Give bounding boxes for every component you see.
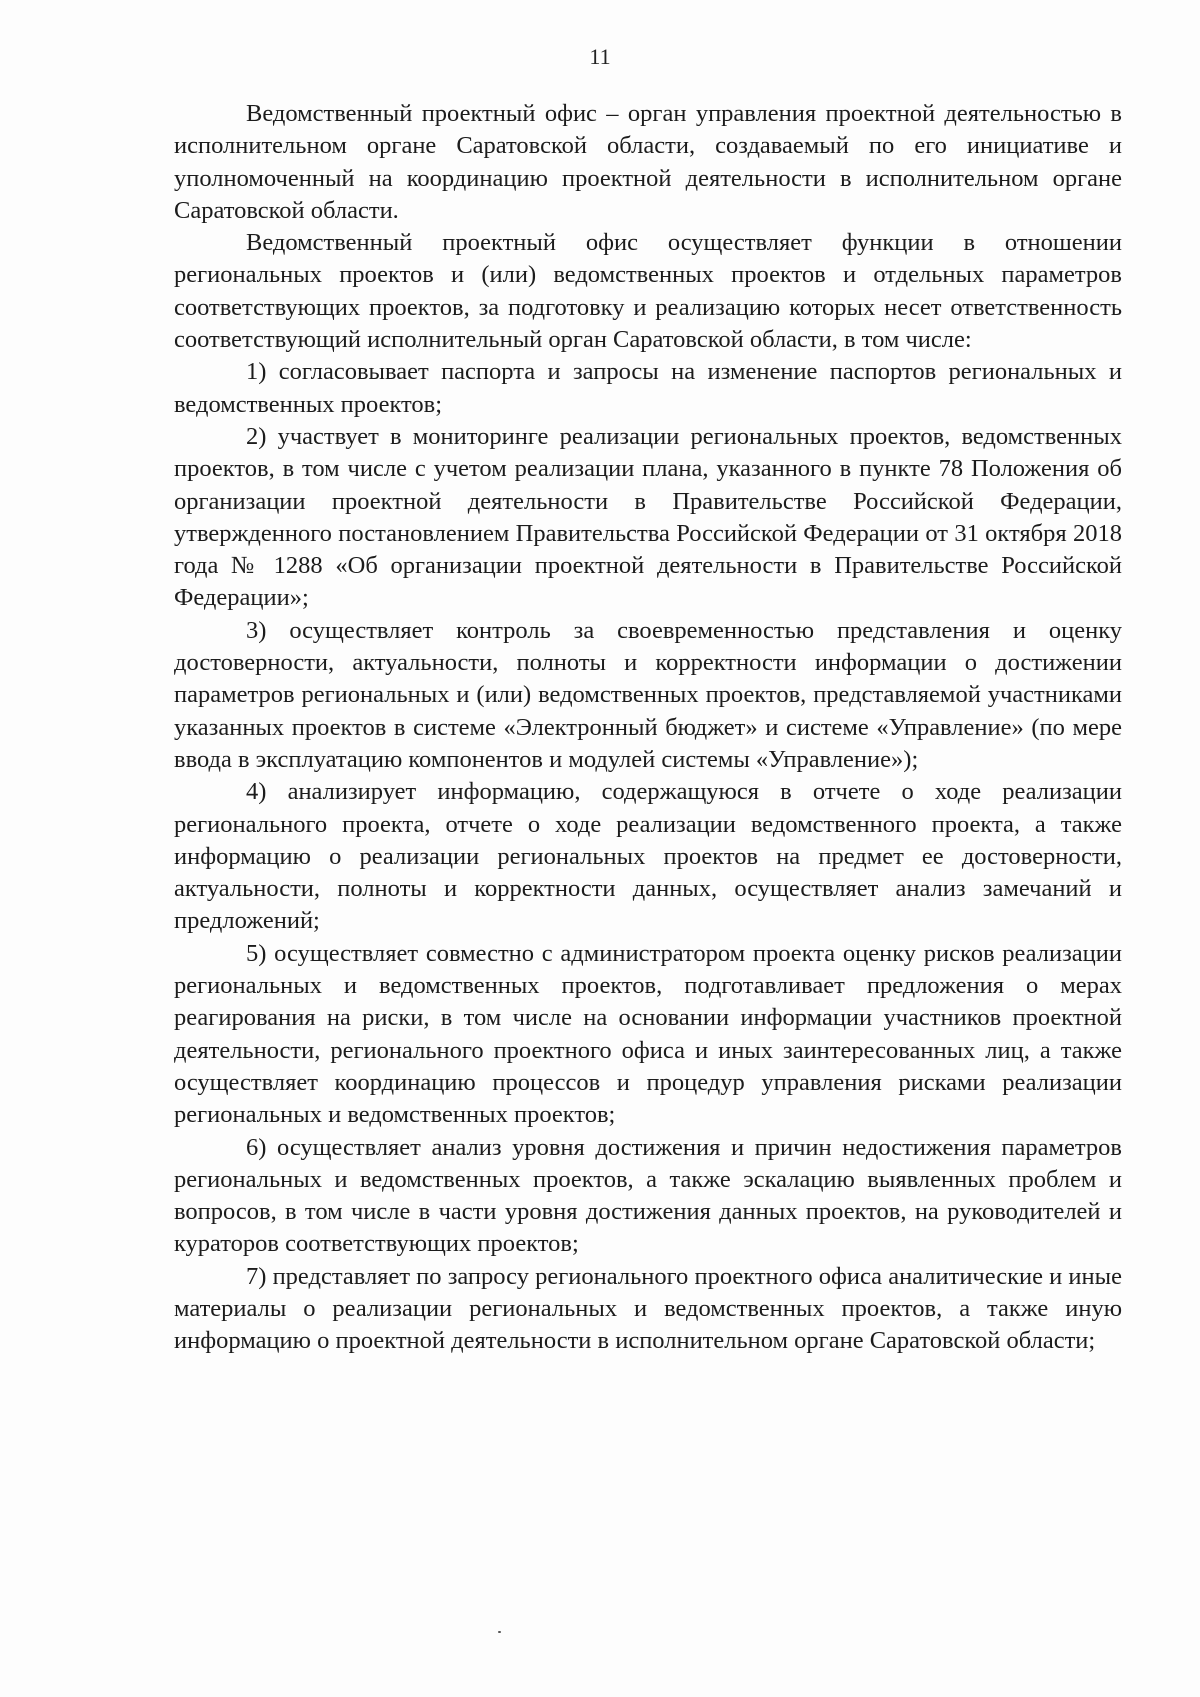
list-item-3: 3) осуществляет контроль за своевременностью представления и оценку достоверности, актуальности, полноты и корректности информации о достижении параметров региональных и (или) ведомственных проектов, представляемой участниками указанных проектов в системе «Электронный бюджет» и системе «Управление» (по мере ввода в эксплуатацию компонентов и модулей системы «Управление»); bbox=[174, 616, 1122, 773]
list-item-7: 7) представляет по запросу регионального проектного офиса аналитические и иные материалы о реализации региональных и ведомственных проектов, а также иную информацию о проектной деятельности в исполнительном органе Саратовской области; bbox=[174, 1262, 1122, 1355]
list-item-1: 1) согласовывает паспорта и запросы на изменение паспортов региональных и ведомственных проектов; bbox=[174, 358, 1122, 418]
document-body bbox=[174, 98, 1122, 1358]
list-item-4: 4) анализирует информацию, содержащуюся в отчете о ходе реализации регионального проекта, отчете о ходе реализации ведомственного проекта, а также информацию о реализации региональных проектов на предмет ее достоверности, актуальности, полноты и корректности данных, осуществляет анализ замечаний и предложений; bbox=[174, 778, 1122, 935]
list-item-5: 5) осуществляет совместно с администратором проекта оценку рисков реализации региональных и ведомственных проектов, подготавливает предложения о мерах реагирования на риски, в том числе на основании информации участников проектной деятельности, регионального проектного офиса и иных заинтересованных лиц, а также осуществляет координацию процессов и процедур управления рисками реализации региональных и ведомственных проектов; bbox=[174, 939, 1122, 1129]
page-number: 11 bbox=[589, 44, 611, 69]
paragraph-definition: Ведомственный проектный офис – орган управления проектной деятельностью в исполнительном органе Саратовской области, создаваемый по его инициативе и уполномоченный на координацию проектной деятельности в исполнительном органе Саратовской области. bbox=[174, 100, 1122, 224]
list-item-6: 6) осуществляет анализ уровня достижения и причин недостижения параметров региональных и ведомственных проектов, а также эскалацию выявленных проблем и вопросов, в том числе в части уровня достижения данных проектов, на руководителей и кураторов соответствующих проектов; bbox=[174, 1133, 1122, 1258]
scan-speck bbox=[498, 1631, 501, 1633]
list-item-2: 2) участвует в мониторинге реализации региональных проектов, ведомственных проектов, в том числе с учетом реализации плана, указанного в пункте 78 Положения об организации проектной деятельности в Правительстве Российской Федерации, утвержденного постановлением Правительства Российской Федерации от 31 октября 2018 года № 1288 «Об организации проектной деятельности в Правительстве Российской Федерации»; bbox=[174, 422, 1122, 612]
paragraph-functions-intro: Ведомственный проектный офис осуществляет функции в отношении региональных проектов и (или) ведомственных проектов и отдельных параметров соответствующих проектов, за подготовку и реализацию которых несет ответственность соответствующий исполнительный орган Саратовской области, в том числе: bbox=[174, 229, 1122, 354]
